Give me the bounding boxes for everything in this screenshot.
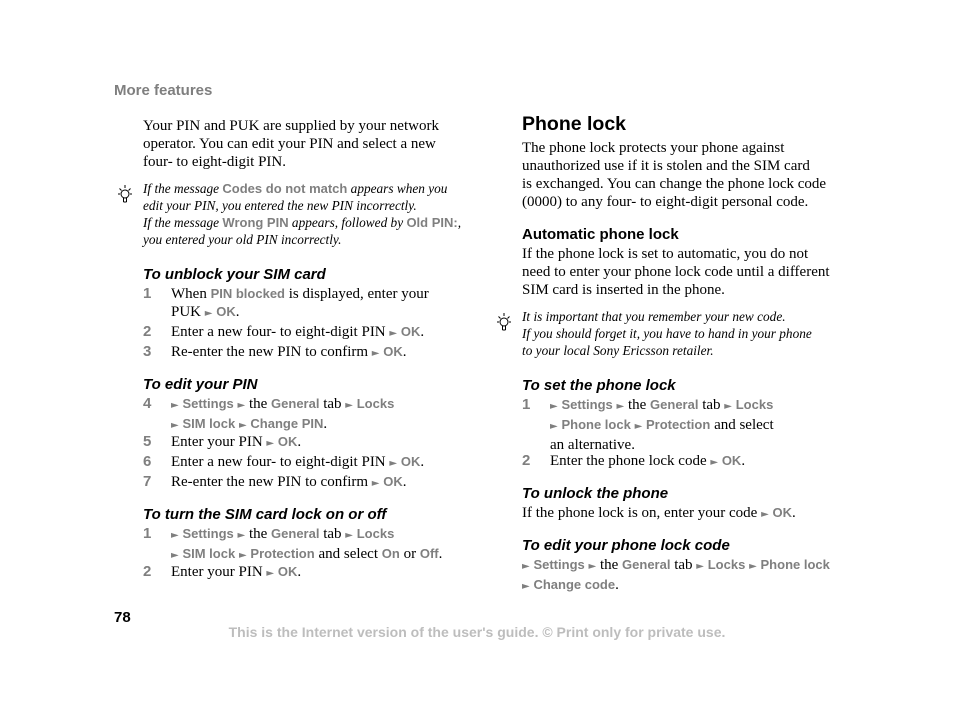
unblock-steps: 1 When PIN blocked is displayed, enter your PUK ► OK. 2 Enter a new four- to eight-digit PIN ► OK. 3 Re-enter the new PIN to confirm ► OK. <box>143 285 429 360</box>
set-phone-lock-steps: 1 ► Settings ► the General tab ► Locks ► Phone lock ► Protection and select an alternative. 2 Enter the phone lock code ► OK. <box>522 396 774 469</box>
edit-phone-lock-code-steps: ► Settings ► the General tab ► Locks ► Phone lock ► Change code. <box>522 557 830 593</box>
unblock-sim-heading: To unblock your SIM card <box>143 266 326 283</box>
pin-intro: Your PIN and PUK are supplied by your network operator. You can edit your PIN and select a new four- to eight-digit PIN. <box>143 118 439 170</box>
pin-tip: If the message Codes do not match appears when you edit your PIN, you entered the new PIN incorrectly. If the message Wrong PIN appears, followed by Old PIN:, you entered your old PIN incorrectly. <box>143 181 462 247</box>
automatic-phone-lock-heading: Automatic phone lock <box>522 226 679 243</box>
page-number: 78 <box>114 609 131 626</box>
edit-pin-steps: 4 ► Settings ► the General tab ► Locks ► SIM lock ► Change PIN. 5 Enter your PIN ► OK. 6 Enter a new four- to eight-digit PIN ► OK. 7 Re-enter the new PIN to confirm ► OK. <box>143 395 425 490</box>
unlock-phone-text: If the phone lock is on, enter your code ► OK. <box>522 505 796 521</box>
tip-lightbulb-icon <box>115 184 135 206</box>
automatic-phone-lock-text: If the phone lock is set to automatic, you do not need to enter your phone lock code until a different SIM card is inserted in the phone. <box>522 246 830 298</box>
unlock-phone-heading: To unlock the phone <box>522 485 669 502</box>
sim-lock-toggle-heading: To turn the SIM card lock on or off <box>143 506 387 523</box>
edit-phone-lock-code-heading: To edit your phone lock code <box>522 537 730 554</box>
sim-lock-toggle-steps: 1 ► Settings ► the General tab ► Locks ► SIM lock ► Protection and select On or Off. 2 Enter your PIN ► OK. <box>143 525 443 580</box>
section-header: More features <box>114 82 213 99</box>
set-phone-lock-heading: To set the phone lock <box>522 377 676 394</box>
phone-lock-intro: The phone lock protects your phone against unauthorized use if it is stolen and the SIM card is exchanged. You can change the phone lock code (0000) to any four- to eight-digit personal code. <box>522 140 827 210</box>
footer-notice: This is the Internet version of the user's guide. © Print only for private use. <box>228 624 726 640</box>
phone-lock-title: Phone lock <box>522 113 627 135</box>
phone-lock-tip: It is important that you remember your new code. If you should forget it, you have to hand in your phone to your local Sony Ericsson retailer. <box>522 309 812 358</box>
tip-lightbulb-icon <box>494 312 514 334</box>
edit-pin-heading: To edit your PIN <box>143 376 258 393</box>
